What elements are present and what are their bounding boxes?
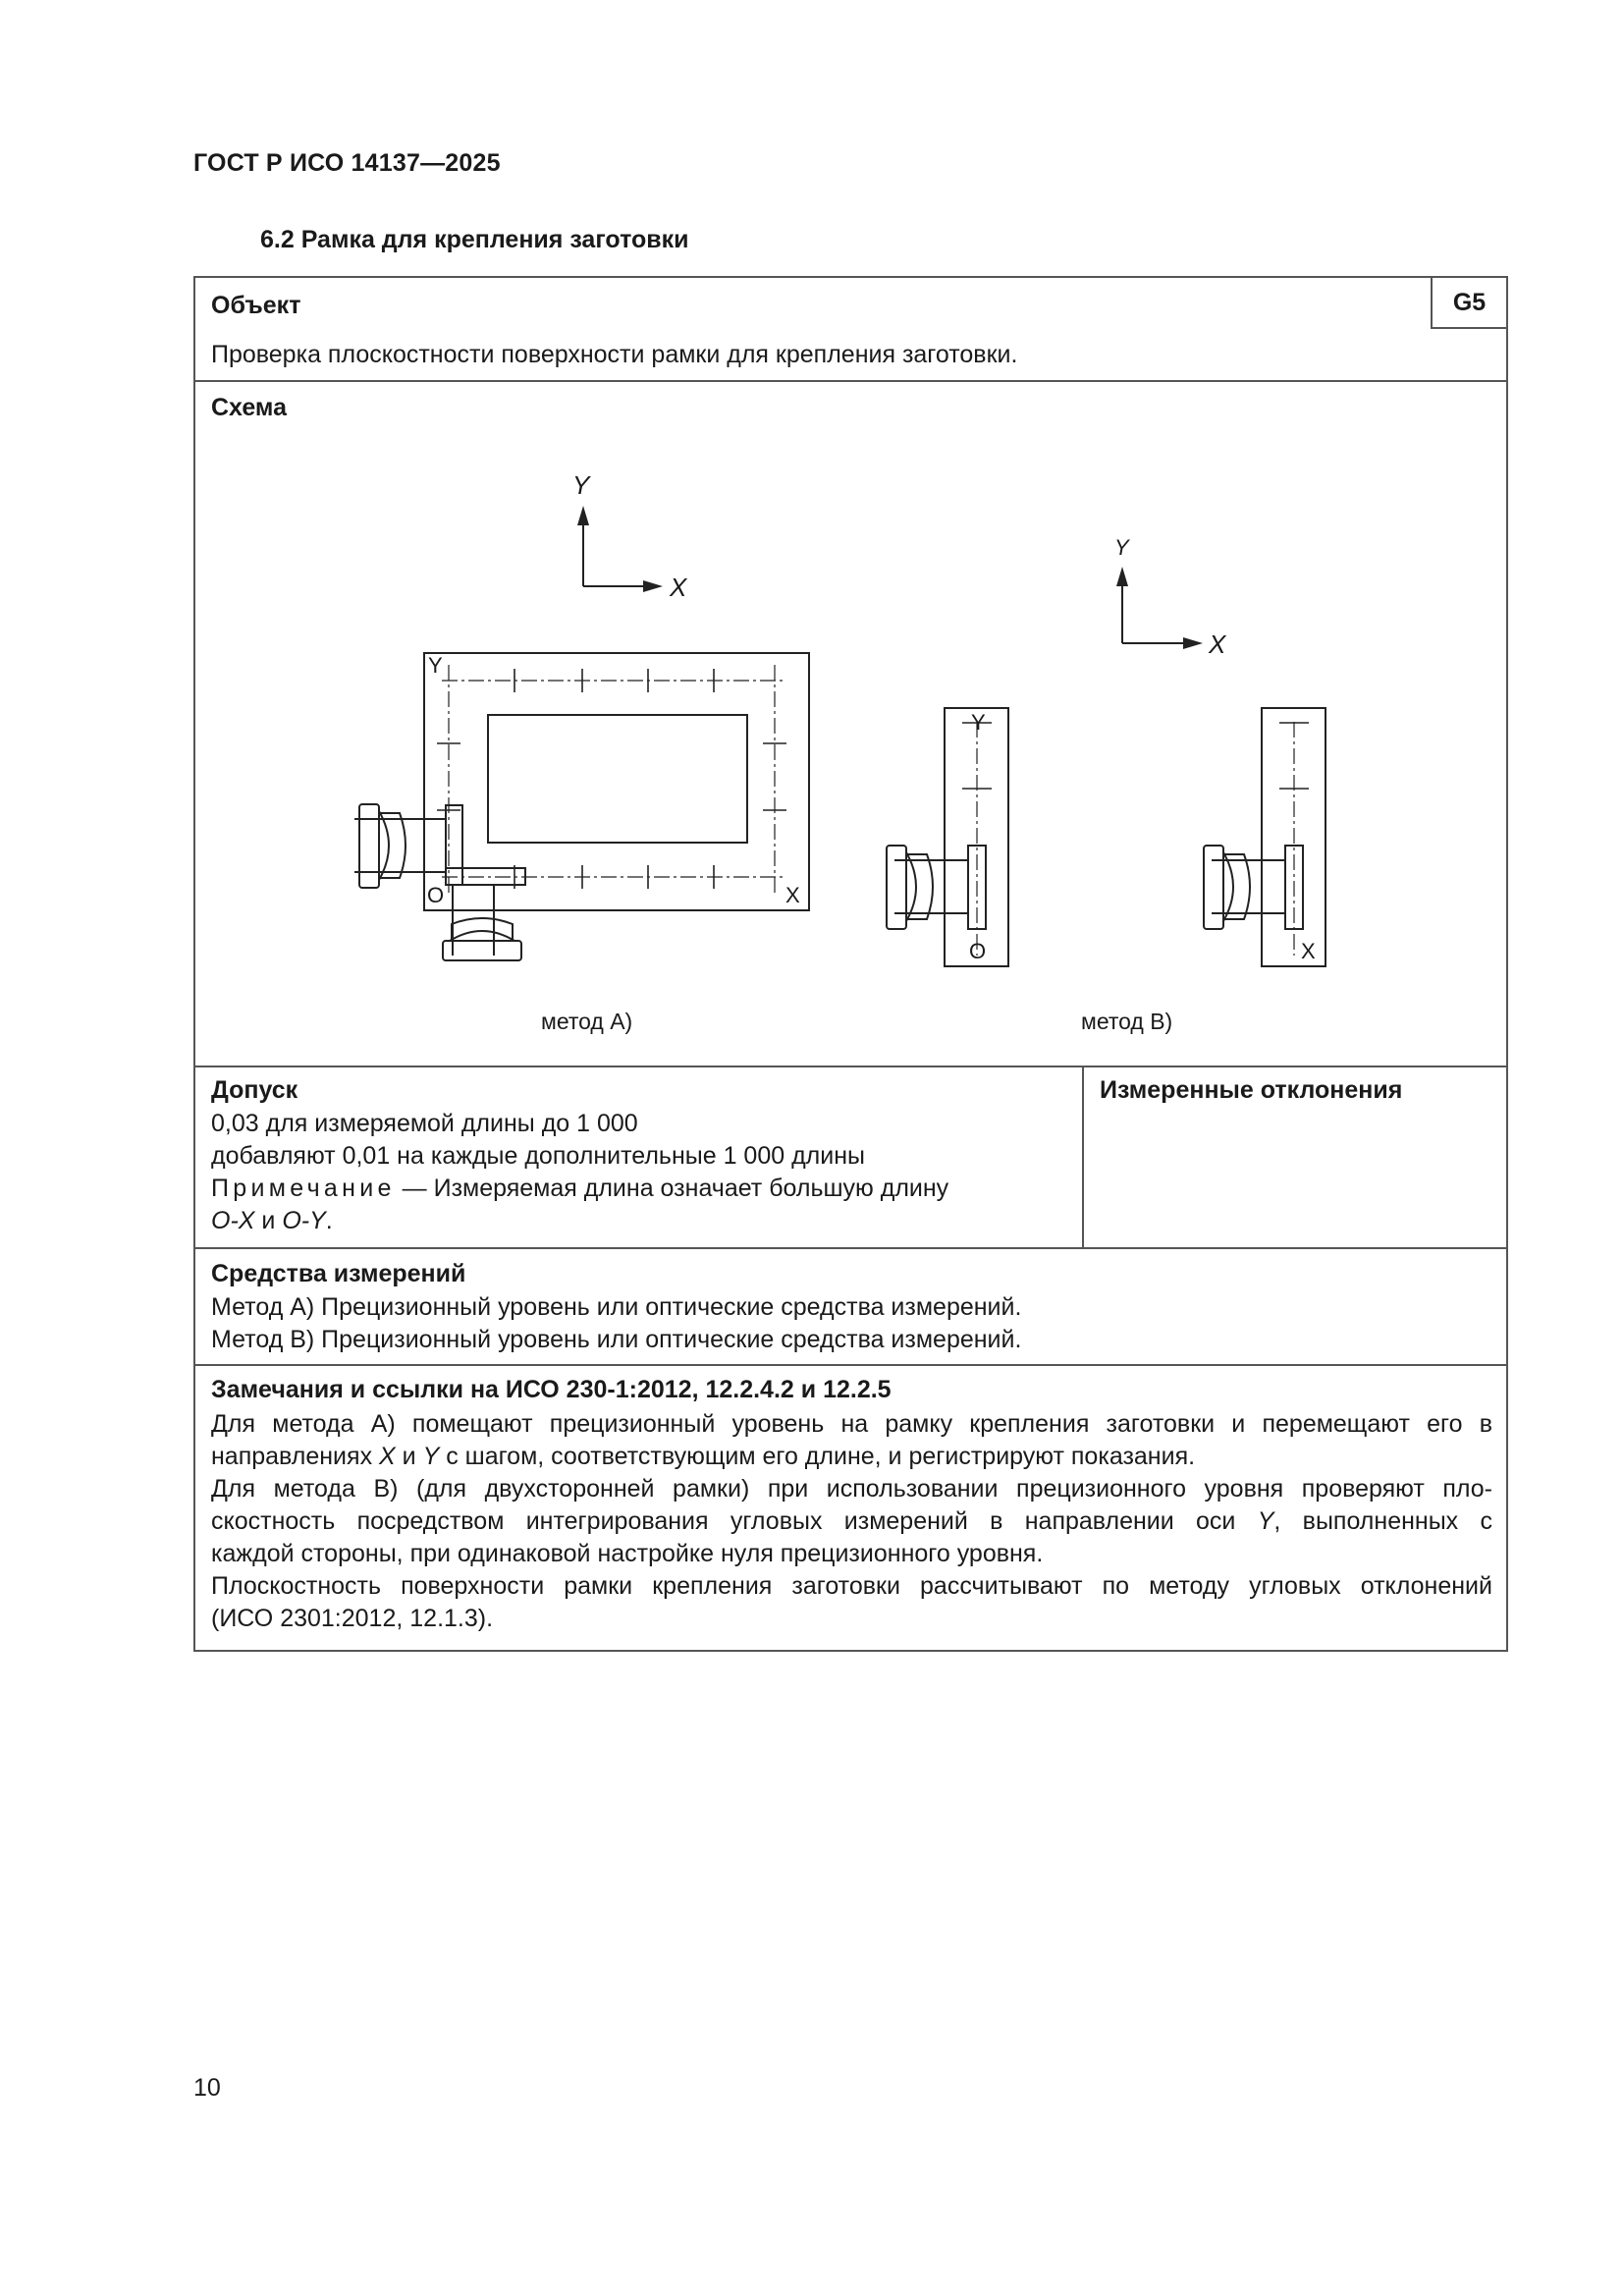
remarks-label: Замечания и ссылки на ИСО 230-1:2012, 12.2.4.2 и 12.2.5: [211, 1376, 892, 1403]
frame-a-x-mark: X: [785, 883, 800, 907]
ox-term: O-X: [211, 1207, 255, 1234]
note-text: — Измеряемая длина означает большую длину: [395, 1175, 949, 1202]
arrow-up-icon: [577, 506, 589, 525]
axis-x-label-a: X: [670, 573, 687, 602]
arrow-right-icon: [1183, 637, 1203, 649]
section-title: 6.2 Рамка для крепления заготовки: [260, 226, 689, 253]
level-instrument-b-right: [1204, 846, 1285, 929]
tolerance-line-2: добавляют 0,01 на каждые дополнительные 1 000 длины: [211, 1142, 865, 1170]
remarks-p2-line2: скостность посредством интегрирования угловых измерений в направлении оси Y, выполненных с: [211, 1507, 1492, 1535]
document-code: ГОСТ Р ИСО 14137—2025: [193, 149, 501, 177]
tolerance-note: [211, 1173, 1070, 1205]
object-label: Объект: [211, 292, 301, 319]
frame-a-y-mark: Y: [428, 653, 443, 678]
remarks-p3-line1: Плоскостность поверхности рамки крепления заготовки рассчитывают по методу угловых отклонений: [211, 1572, 1492, 1600]
test-code-badge: G5: [1431, 278, 1506, 329]
row-divider: [195, 1247, 1506, 1249]
frame-b-y-mark: Y: [971, 710, 986, 735]
schema-diagram: [195, 278, 1506, 1103]
oy-term: O-Y: [282, 1207, 326, 1234]
axis-y-label-b: Y: [1114, 535, 1129, 560]
test-table: [193, 276, 1508, 1652]
arrow-right-icon: [643, 580, 663, 592]
ticks-a: [437, 669, 786, 889]
frame-a-window: [488, 715, 747, 843]
page-number: 10: [193, 2074, 221, 2102]
remarks-text: [211, 1408, 1492, 1635]
level-instrument-bottom: [443, 885, 521, 960]
tolerance-label: Допуск: [211, 1076, 298, 1104]
schema-label: Схема: [211, 394, 287, 421]
frame-b-origin-mark: O: [969, 939, 987, 963]
arrow-up-icon: [1116, 567, 1128, 586]
remarks-p2-line1: Для метода B) (для двухсторонней рамки) при использовании прецизионного уровня проверяют пло-: [211, 1475, 1492, 1503]
method-a-caption: метод A): [541, 1009, 633, 1034]
tolerance-note-end: O-X и O-Y.: [211, 1207, 333, 1234]
row-divider: [195, 1364, 1506, 1366]
note-word: Примечание: [211, 1175, 396, 1202]
axis-indicator-b: [1122, 573, 1197, 643]
instruments-line-1: Метод A) Прецизионный уровень или оптические средства измерений.: [211, 1293, 1022, 1321]
object-text: Проверка плоскостности поверхности рамки для крепления заготовки.: [211, 341, 1018, 368]
remarks-p1-line2: направлениях X и Y с шагом, соответствующим его длине, и регистрируют показания.: [211, 1443, 1196, 1470]
remarks-p3-line2: (ИСО 2301:2012, 12.1.3).: [211, 1605, 494, 1632]
tolerance-text: [211, 1108, 1070, 1237]
instruments-text: [211, 1291, 1021, 1356]
method-b-caption: метод B): [1081, 1009, 1173, 1034]
frame-b-x-mark: X: [1301, 939, 1316, 963]
axis-indicator-a: [583, 512, 657, 586]
remarks-p1-line1: Для метода A) помещают прецизионный уровень на рамку крепления заготовки и перемещают его в: [211, 1410, 1492, 1438]
frame-a-outer: [424, 653, 809, 910]
row-divider: [195, 1066, 1506, 1067]
column-divider: [1082, 1066, 1084, 1247]
axis-x-label-b: X: [1209, 629, 1226, 659]
level-instrument-b-left: [887, 846, 968, 929]
instruments-line-2: Метод B) Прецизионный уровень или оптические средства измерений.: [211, 1326, 1022, 1353]
measurement-lines-a: [442, 665, 783, 895]
axis-y-label-a: Y: [572, 470, 590, 500]
instruments-label: Средства измерений: [211, 1260, 466, 1287]
level-on-x-side: [446, 868, 525, 885]
level-instrument-left: [354, 804, 446, 888]
frame-a-origin-mark: O: [427, 883, 445, 907]
tolerance-line-1: 0,03 для измеряемой длины до 1 000: [211, 1110, 638, 1137]
deviations-label: Измеренные отклонения: [1100, 1076, 1403, 1104]
remarks-p2-line3: каждой стороны, при одинаковой настройке нуля прецизионного уровня.: [211, 1540, 1044, 1567]
